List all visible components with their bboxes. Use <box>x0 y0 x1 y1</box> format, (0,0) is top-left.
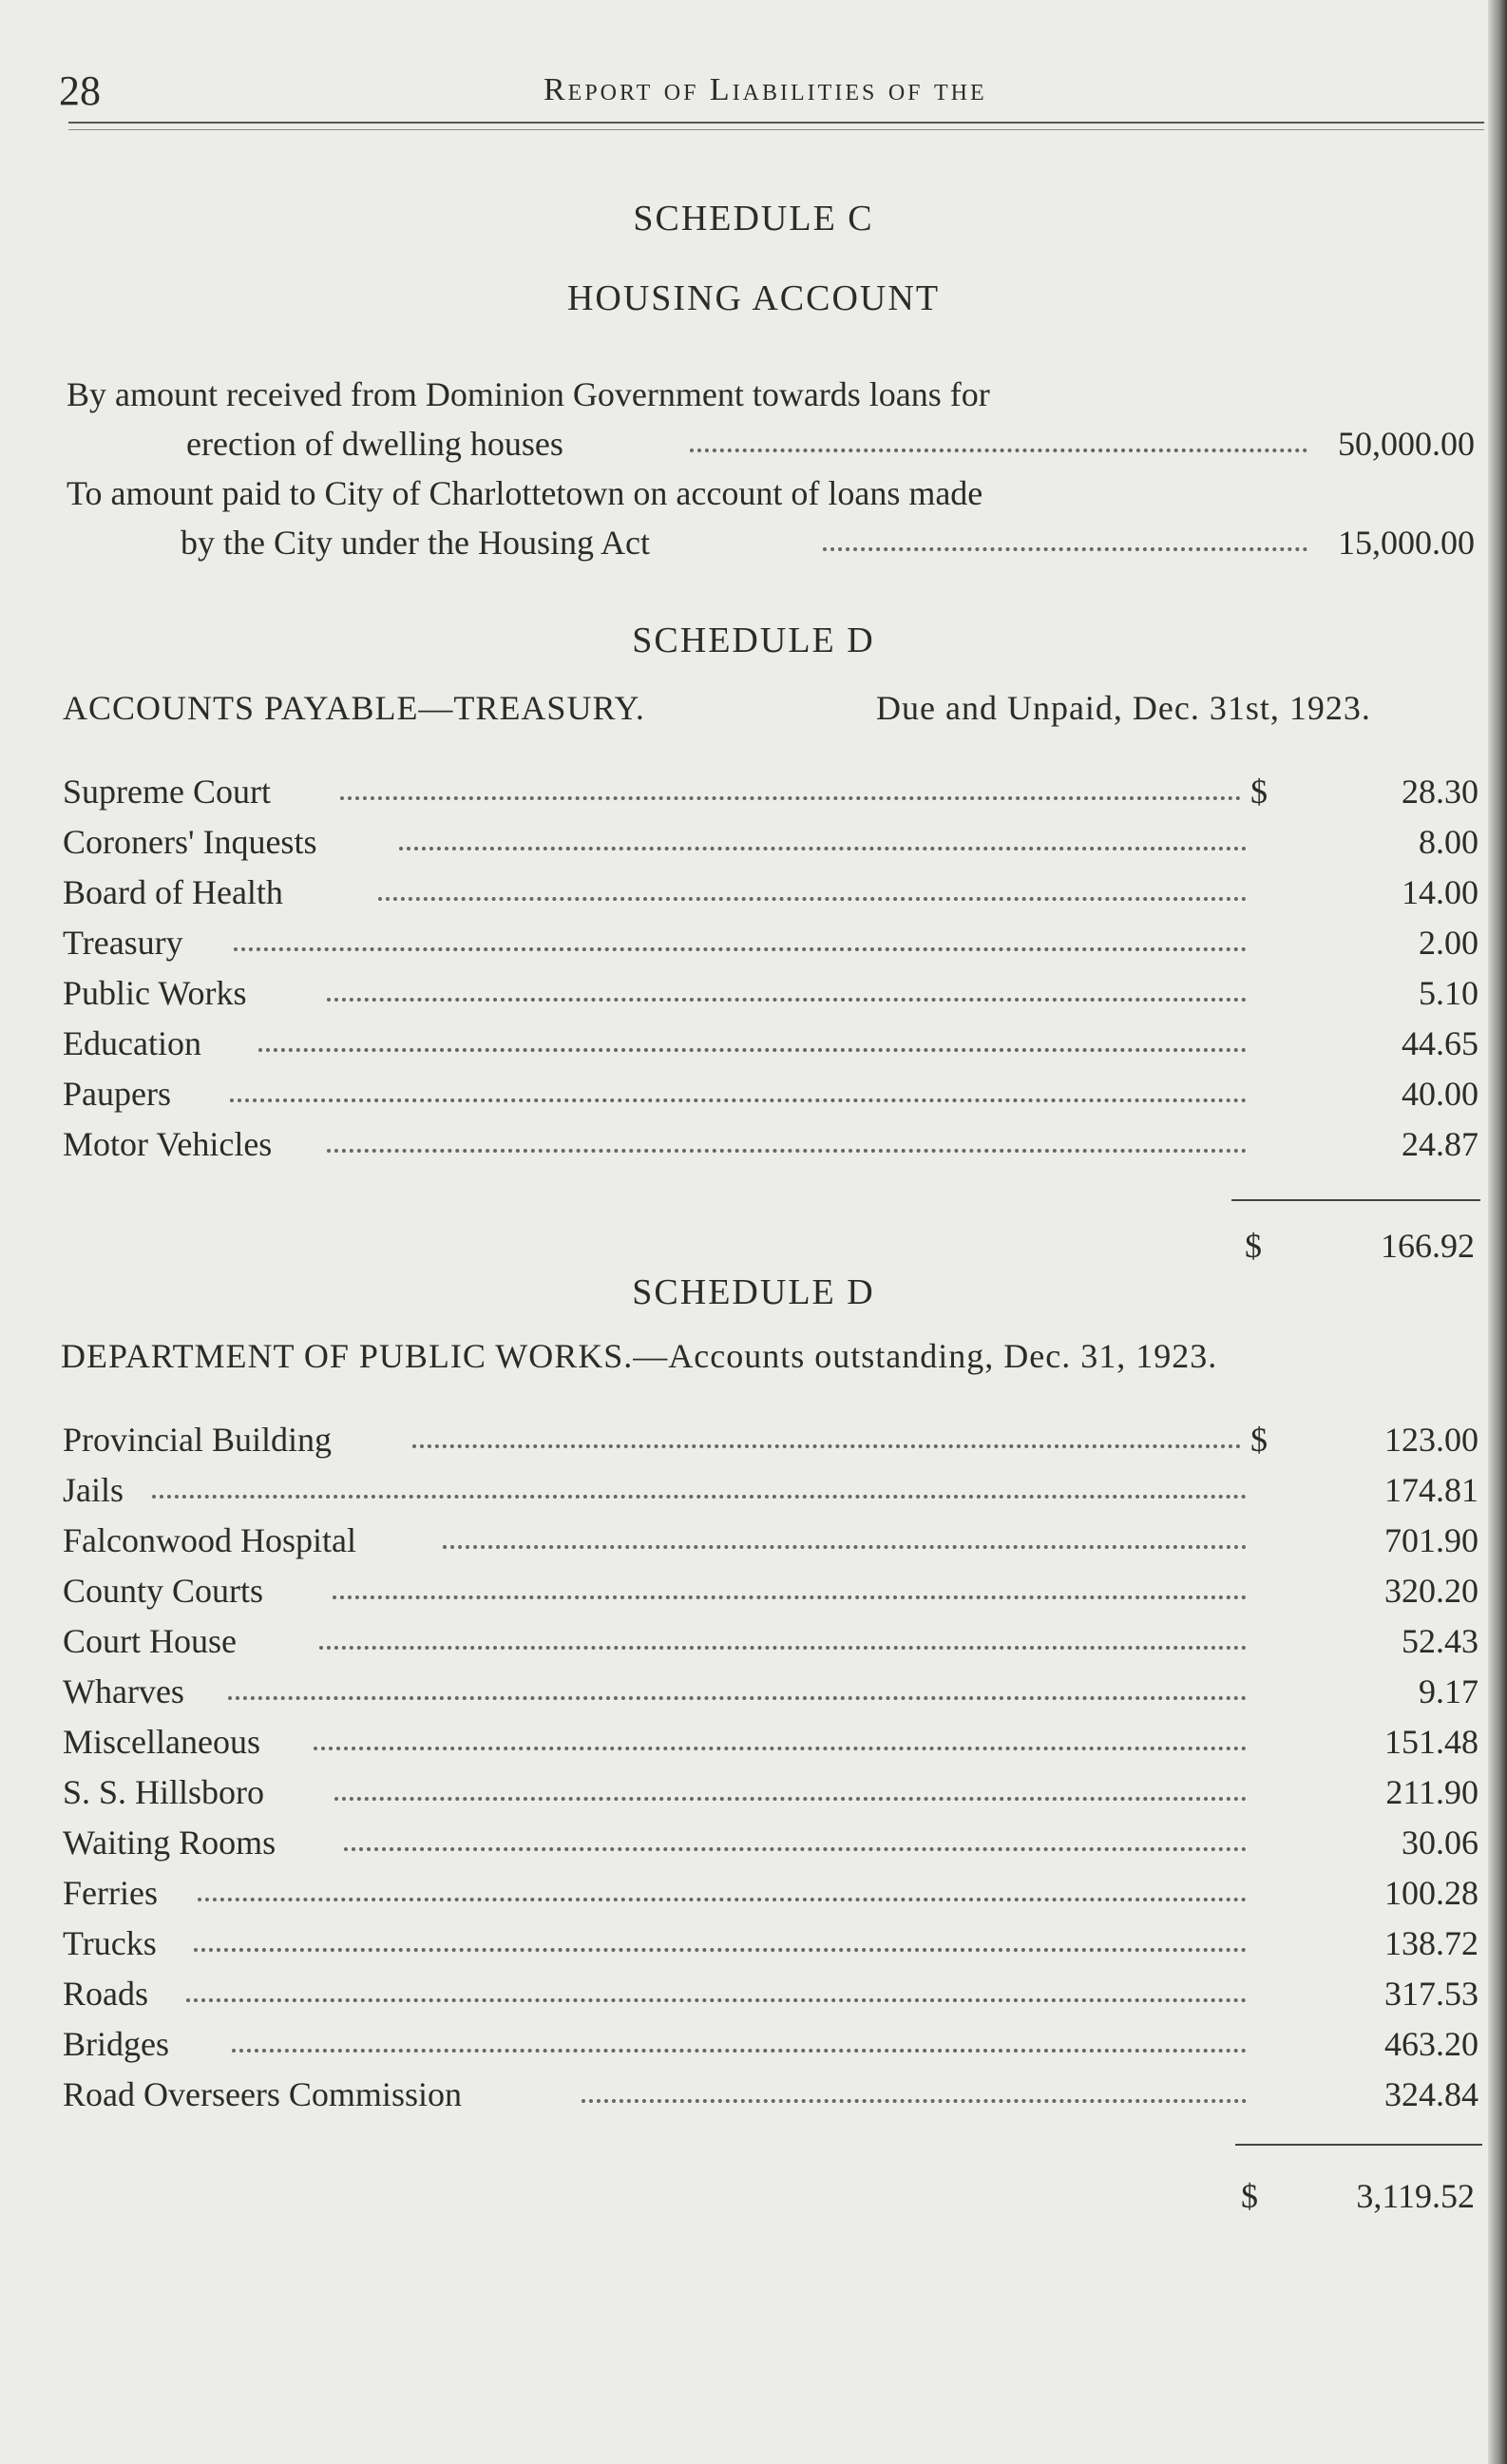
row-label: Supreme Court <box>63 773 271 811</box>
dot-leader <box>258 1048 1247 1052</box>
housing-entry-1-label: erection of dwelling houses <box>186 425 563 463</box>
treasury-total-currency: $ <box>1245 1227 1262 1265</box>
row-value: 5.10 <box>1419 974 1478 1012</box>
public-works-total-currency: $ <box>1241 2177 1258 2215</box>
row-label: Ferries <box>63 1874 158 1912</box>
housing-entry-1-leader <box>63 424 1478 473</box>
table-row <box>63 1823 1478 1872</box>
schedule-c-subtitle: HOUSING ACCOUNT <box>566 278 941 318</box>
dot-leader <box>152 1495 1247 1499</box>
dot-leader <box>340 796 1241 800</box>
page-header <box>59 59 1484 116</box>
dot-leader <box>412 1444 1241 1448</box>
row-label: Miscellaneous <box>63 1723 260 1761</box>
row-value: 701.90 <box>1384 1521 1478 1559</box>
row-value: 317.53 <box>1384 1975 1478 2013</box>
table-row <box>63 1772 1478 1822</box>
page-edge-shadow <box>1488 0 1507 2464</box>
dot-leader <box>228 1696 1247 1700</box>
table-row <box>63 973 1478 1022</box>
table-row <box>63 822 1478 871</box>
dot-leader <box>194 1948 1247 1952</box>
housing-entry-2-label: by the City under the Housing Act <box>181 524 650 562</box>
row-value: 28.30 <box>1402 773 1478 811</box>
dot-leader <box>443 1545 1247 1549</box>
row-value: 100.28 <box>1384 1874 1478 1912</box>
row-value: 324.84 <box>1384 2075 1478 2113</box>
table-row <box>63 1520 1478 1570</box>
schedule-c-title: SCHEDULE C <box>633 199 874 239</box>
table-row <box>63 1722 1478 1771</box>
dot-leader <box>334 1797 1247 1801</box>
table-row <box>63 1974 1478 2023</box>
treasury-total: 166.92 <box>1381 1227 1475 1265</box>
schedule-d1-heading-note: Due and Unpaid, Dec. 31st, 1923. <box>876 689 1371 727</box>
schedule-d2-title: SCHEDULE D <box>632 1272 875 1312</box>
dot-leader <box>582 2099 1247 2103</box>
page-number: 28 <box>59 67 101 114</box>
dot-leader <box>378 897 1247 901</box>
table-row <box>63 1571 1478 1620</box>
row-value: 30.06 <box>1402 1824 1478 1862</box>
dot-leader <box>327 998 1247 1002</box>
row-label: Roads <box>63 1975 148 2013</box>
dot-leader <box>344 1847 1247 1851</box>
table-row <box>63 1420 1478 1469</box>
dot-leader <box>230 1098 1247 1102</box>
table-row <box>63 1873 1478 1922</box>
running-head: Report of Liabilities of the <box>544 72 987 107</box>
housing-entry-2-leader <box>63 523 1478 572</box>
row-value: 174.81 <box>1384 1471 1478 1509</box>
table-row <box>63 872 1478 922</box>
row-label: Trucks <box>63 1924 157 1962</box>
dot-leader <box>234 947 1247 951</box>
dot-leader <box>186 1998 1247 2002</box>
dot-leader <box>327 1149 1247 1153</box>
row-value: 2.00 <box>1419 924 1478 962</box>
row-value: 52.43 <box>1402 1622 1478 1660</box>
dot-leader <box>319 1646 1247 1650</box>
row-label: Provincial Building <box>63 1421 332 1459</box>
row-value: 14.00 <box>1402 873 1478 911</box>
table-row <box>63 1074 1478 1123</box>
schedule-d1-heading: ACCOUNTS PAYABLE—TREASURY. <box>63 689 645 727</box>
dot-leader <box>823 547 1307 551</box>
currency-sign: $ <box>1250 1421 1268 1459</box>
treasury-total-rule <box>1231 1199 1480 1201</box>
row-value: 24.87 <box>1402 1125 1478 1163</box>
table-row <box>63 923 1478 972</box>
schedule-d1-title: SCHEDULE D <box>632 621 875 660</box>
public-works-total-rule <box>1235 2144 1482 2146</box>
row-value: 211.90 <box>1385 1773 1478 1811</box>
row-label: Board of Health <box>63 873 283 911</box>
row-label: Wharves <box>63 1672 184 1710</box>
dot-leader <box>690 449 1307 452</box>
row-value: 40.00 <box>1402 1075 1478 1113</box>
table-row <box>63 1671 1478 1721</box>
row-label: Falconwood Hospital <box>63 1521 356 1559</box>
dot-leader <box>314 1747 1247 1750</box>
row-value: 151.48 <box>1384 1723 1478 1761</box>
row-label: Road Overseers Commission <box>63 2075 462 2113</box>
currency-sign: $ <box>1250 773 1268 811</box>
row-label: Treasury <box>63 924 183 962</box>
row-label: Coroners' Inquests <box>63 823 317 861</box>
row-value: 320.20 <box>1384 1572 1478 1610</box>
dot-leader <box>198 1898 1247 1901</box>
dot-leader <box>333 1595 1247 1599</box>
row-label: Paupers <box>63 1075 171 1113</box>
housing-entry-2-amount: 15,000.00 <box>1338 524 1475 562</box>
row-label: Bridges <box>63 2025 169 2063</box>
row-label: County Courts <box>63 1572 264 1610</box>
row-label: Waiting Rooms <box>63 1824 277 1862</box>
row-label: Education <box>63 1024 201 1062</box>
row-label: Jails <box>63 1471 124 1509</box>
public-works-total: 3,119.52 <box>1356 2177 1475 2215</box>
dot-leader <box>232 2049 1247 2053</box>
header-rule-secondary <box>68 129 1484 130</box>
row-label: Motor Vehicles <box>63 1125 273 1163</box>
row-label: S. S. Hillsboro <box>63 1773 265 1811</box>
table-row <box>63 1023 1478 1073</box>
schedule-d2-heading: DEPARTMENT OF PUBLIC WORKS.—Accounts outstanding, Dec. 31, 1923. <box>61 1337 1218 1375</box>
table-row <box>63 772 1478 821</box>
table-row <box>63 1470 1478 1519</box>
table-row <box>63 2024 1478 2073</box>
row-label: Court House <box>63 1622 237 1660</box>
housing-entry-2-line1: To amount paid to City of Charlottetown on account of loans made <box>67 474 983 512</box>
table-row <box>63 1923 1478 1973</box>
row-value: 9.17 <box>1419 1672 1478 1710</box>
table-row <box>63 1124 1478 1174</box>
row-label: Public Works <box>63 974 247 1012</box>
row-value: 8.00 <box>1419 823 1478 861</box>
housing-entry-1-line1: By amount received from Dominion Government towards loans for <box>67 375 990 413</box>
row-value: 123.00 <box>1384 1421 1478 1459</box>
row-value: 463.20 <box>1384 2025 1478 2063</box>
housing-entry-1-amount: 50,000.00 <box>1338 425 1475 463</box>
row-value: 44.65 <box>1402 1024 1478 1062</box>
table-row <box>63 2074 1478 2124</box>
row-value: 138.72 <box>1384 1924 1478 1962</box>
header-rule <box>68 122 1484 124</box>
dot-leader <box>399 847 1247 850</box>
table-row <box>63 1621 1478 1671</box>
